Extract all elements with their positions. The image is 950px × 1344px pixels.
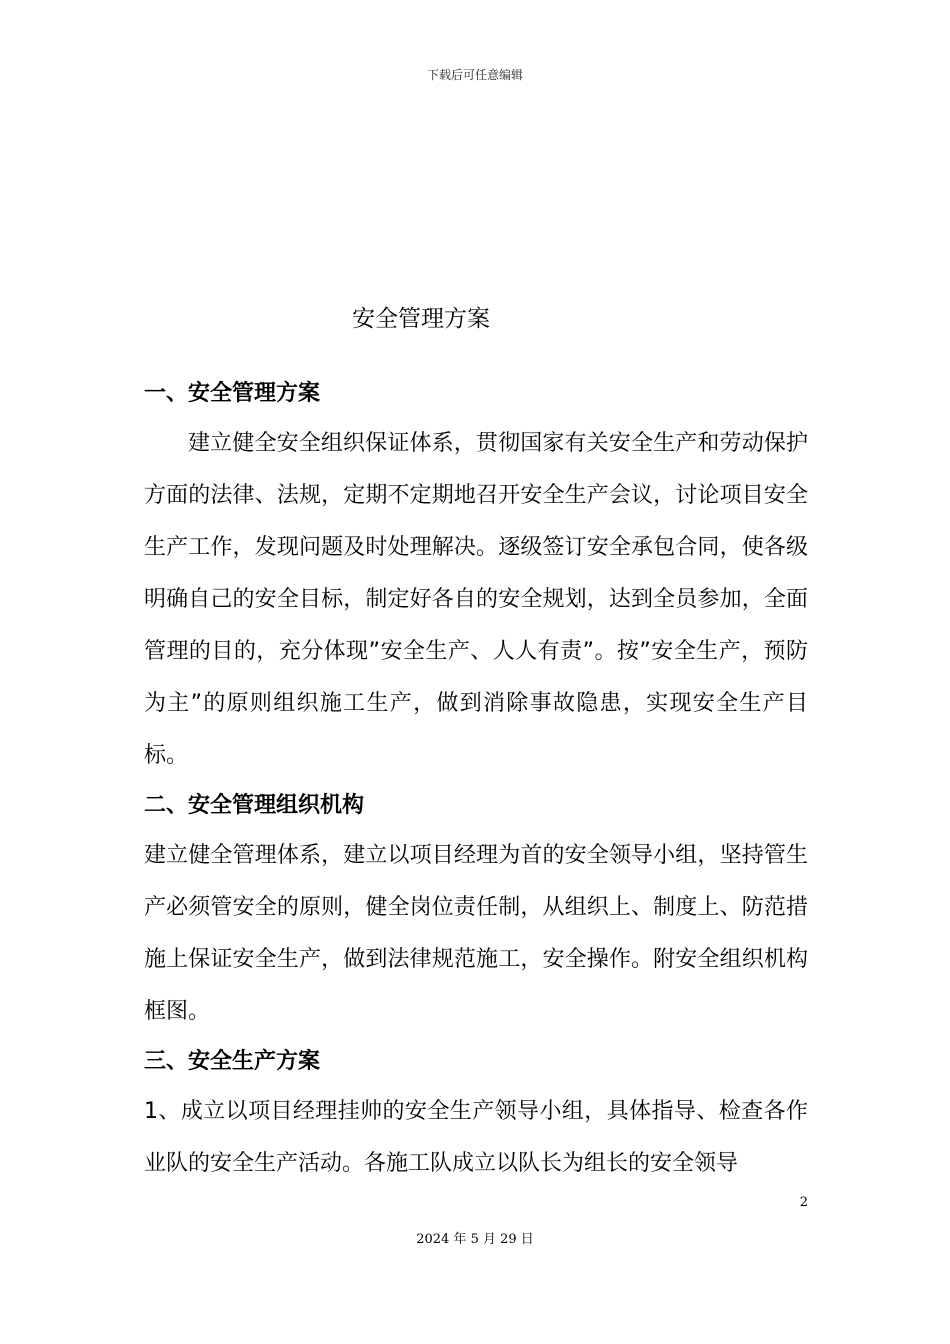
section-1 bbox=[144, 370, 808, 782]
section-paragraph: 建立健全管理体系，建立以项目经理为首的安全领导小组，坚持管生产必须管安全的原则，健全岗位责任制，从组织上、制度上、防范措施上保证安全生产，做到法律规范施工，安全操作。附安全组织机构框图。 bbox=[144, 843, 808, 1024]
section-paragraph: 1、成立以项目经理挂帅的安全生产领导小组，具体指导、检查各作业队的安全生产活动。各施工队成立以队长为组长的安全领导 bbox=[144, 1099, 808, 1176]
footer-date: 2024 年 5 月 29 日 bbox=[416, 1232, 534, 1247]
document-body bbox=[144, 370, 808, 1190]
section-2 bbox=[144, 782, 808, 1038]
document-title: 安全管理方案 bbox=[352, 306, 490, 332]
section-heading: 一、安全管理方案 bbox=[144, 381, 321, 406]
section-heading: 三、安全生产方案 bbox=[144, 1049, 321, 1074]
header-note: 下载后可任意编辑 bbox=[426, 68, 523, 82]
section-paragraph: 建立健全安全组织保证体系，贯彻国家有关安全生产和劳动保护方面的法律、法规，定期不定期地召开安全生产会议，讨论项目安全生产工作，发现问题及时处理解决。逐级签订安全承包合同，使各级明确自己的安全目标，制定好各自的安全规划，达到全员参加，全面管理的目的，充分体现”安全生产、人人有责”。按”安全生产，预防为主”的原则组织施工生产，做到消除事故隐患，实现安全生产目标。 bbox=[144, 431, 808, 768]
page-number: 2 bbox=[799, 1195, 808, 1210]
section-3 bbox=[144, 1038, 808, 1190]
section-heading: 二、安全管理组织机构 bbox=[144, 793, 365, 818]
